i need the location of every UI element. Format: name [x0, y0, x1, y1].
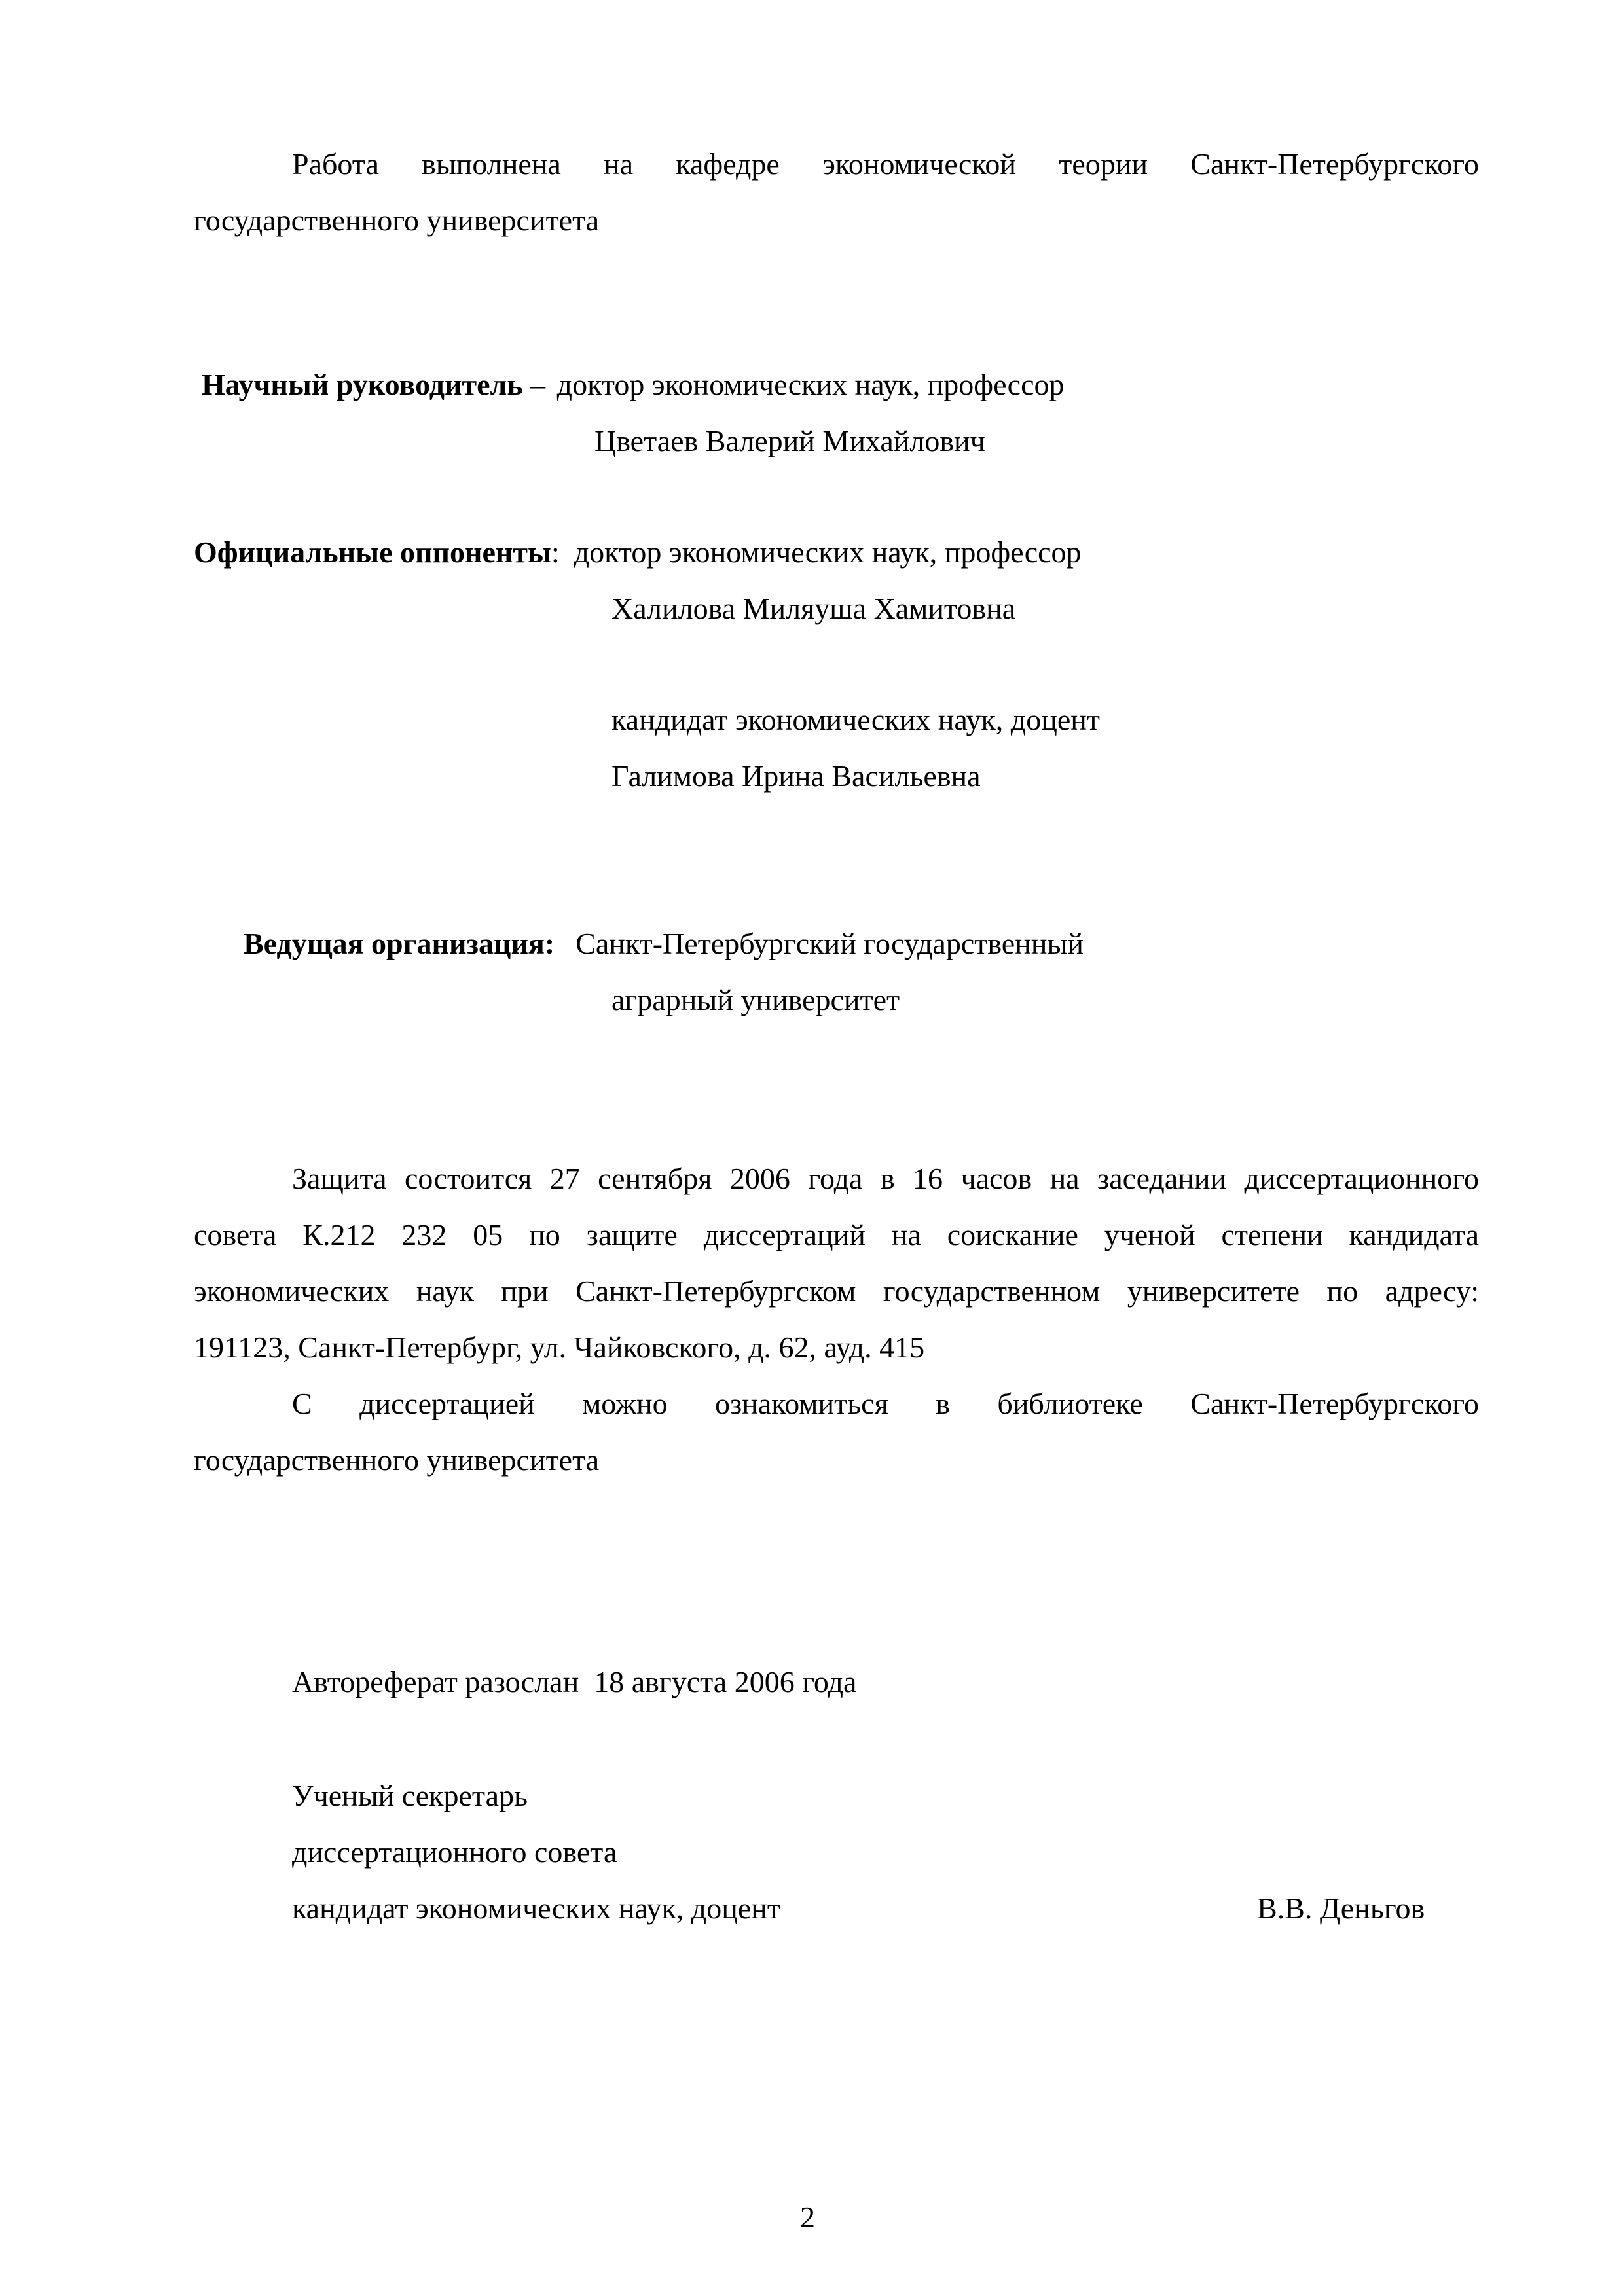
opponent-2-name: Галимова Ирина Васильевна: [611, 759, 981, 793]
leading-org-line-2: аграрный университет: [611, 983, 900, 1016]
defense-line-3: экономических наук при Санкт-Петербургском государственном университете по адресу:: [194, 1274, 1479, 1308]
page-number: 2: [800, 2200, 815, 2234]
secretary-name: В.В. Деньгов: [1257, 1892, 1425, 1925]
opponent-2-title: кандидат экономических наук, доцент: [611, 703, 1100, 736]
leading-org-line-1: Санкт-Петербургский государственный: [575, 927, 1084, 960]
opponents-row: [194, 534, 1082, 570]
defense-line-2: совета К.212 232 05 по защите диссертаций на соискание ученой степени кандидата: [194, 1218, 1479, 1251]
library-line-2: государственного университета: [194, 1443, 600, 1477]
supervisor-dash: –: [522, 368, 553, 401]
supervisor-label: Научный руководитель: [202, 368, 523, 401]
opponents-colon: :: [551, 535, 560, 569]
defense-paragraph: [194, 1151, 1479, 1376]
intro-line-2: государственного университета: [194, 204, 600, 237]
intro-line-1: Работа выполнена на кафедре экономической теории Санкт-Петербургского: [292, 147, 1479, 181]
defense-line-1: Защита состоится 27 сентября 2006 года в 16 часов на заседании диссертационного: [292, 1162, 1479, 1195]
supervisor-title: доктор экономических наук, профессор: [556, 368, 1065, 401]
intro-paragraph: [194, 136, 1479, 249]
secretary-line-3: кандидат экономических наук, доцент: [292, 1892, 780, 1925]
library-paragraph: [194, 1376, 1479, 1488]
sent-date: Автореферат разослан 18 августа 2006 года: [292, 1665, 857, 1698]
opponents-label: Официальные оппоненты: [194, 535, 551, 569]
opponent-1-name: Халилова Миляуша Хамитовна: [611, 592, 1016, 625]
secretary-line-2: диссертационного совета: [292, 1835, 617, 1869]
defense-line-4: 191123, Санкт-Петербург, ул. Чайковского, д. 62, ауд. 415: [194, 1331, 925, 1364]
leading-org-label: Ведущая организация:: [244, 927, 555, 960]
opponent-1-title: доктор экономических наук, профессор: [574, 535, 1082, 569]
library-line-1: С диссертацией можно ознакомиться в библиотеке Санкт-Петербургского: [292, 1387, 1479, 1420]
supervisor-row: [202, 367, 1064, 403]
leading-org-row: [244, 925, 1084, 961]
supervisor-name: Цветаев Валерий Михайлович: [594, 424, 985, 457]
secretary-line-1: Ученый секретарь: [292, 1779, 528, 1812]
